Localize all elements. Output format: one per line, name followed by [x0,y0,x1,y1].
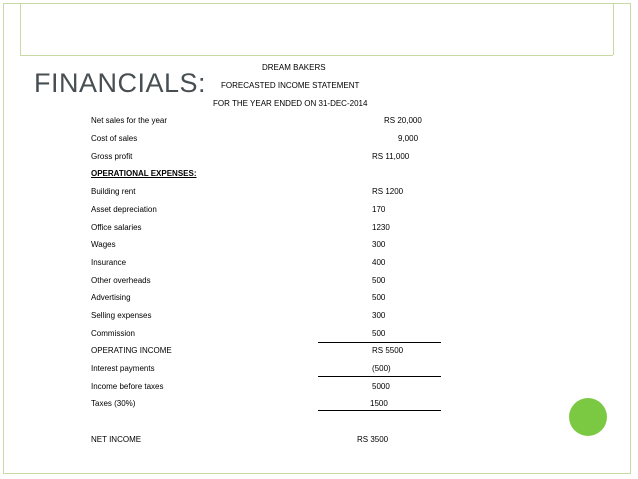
row-label-commission: Commission [91,329,136,338]
frame-accent-top [20,55,613,56]
row-value-wages: 300 [372,240,386,249]
row-value-selling-expenses: 300 [372,311,386,320]
row-value-net-income: RS 3500 [357,435,389,444]
row-value-gross-profit: RS 11,000 [372,152,410,161]
row-label-net-sales: Net sales for the year [91,116,168,125]
row-label-taxes: Taxes (30%) [91,399,136,408]
statement-title: FORECASTED INCOME STATEMENT [221,81,360,90]
row-label-insurance: Insurance [91,258,127,267]
row-value-income-before-taxes: 5000 [372,382,390,391]
row-label-selling-expenses: Selling expenses [91,311,152,320]
row-value-advertising: 500 [372,293,386,302]
row-label-operational-expenses: OPERATIONAL EXPENSES: [91,169,197,178]
row-value-operating-income: RS 5500 [372,346,404,355]
subtotal-rule-3 [318,410,441,411]
row-value-net-sales: RS 20,000 [384,116,422,125]
slide-title: FINANCIALS: [34,68,207,98]
row-label-wages: Wages [91,240,116,249]
frame-accent-right [613,3,614,55]
row-label-advertising: Advertising [91,293,131,302]
decorative-circle [569,398,607,436]
row-label-cost-of-sales: Cost of sales [91,134,138,143]
statement-period: FOR THE YEAR ENDED ON 31-DEC-2014 [213,99,368,108]
row-value-cost-of-sales: 9,000 [398,134,419,143]
row-label-asset-depreciation: Asset depreciation [91,205,157,214]
company-name: DREAM BAKERS [262,63,326,72]
frame-accent-left [20,3,21,55]
row-label-other-overheads: Other overheads [91,276,151,285]
subtotal-rule-1 [318,342,441,343]
row-value-other-overheads: 500 [372,276,386,285]
row-value-insurance: 400 [372,258,386,267]
row-value-office-salaries: 1230 [372,223,390,232]
row-value-building-rent: RS 1200 [372,187,404,196]
row-value-asset-depreciation: 170 [372,205,386,214]
row-label-building-rent: Building rent [91,187,136,196]
row-label-interest-payments: Interest payments [91,364,155,373]
row-value-commission: 500 [372,329,386,338]
row-label-income-before-taxes: Income before taxes [91,382,164,391]
row-label-operating-income: OPERATING INCOME [91,346,172,355]
row-value-taxes: 1500 [370,399,388,408]
row-label-gross-profit: Gross profit [91,152,133,161]
row-label-office-salaries: Office salaries [91,223,142,232]
row-value-interest-payments: (500) [372,364,391,373]
row-label-net-income: NET INCOME [91,435,142,444]
subtotal-rule-2 [318,376,441,377]
